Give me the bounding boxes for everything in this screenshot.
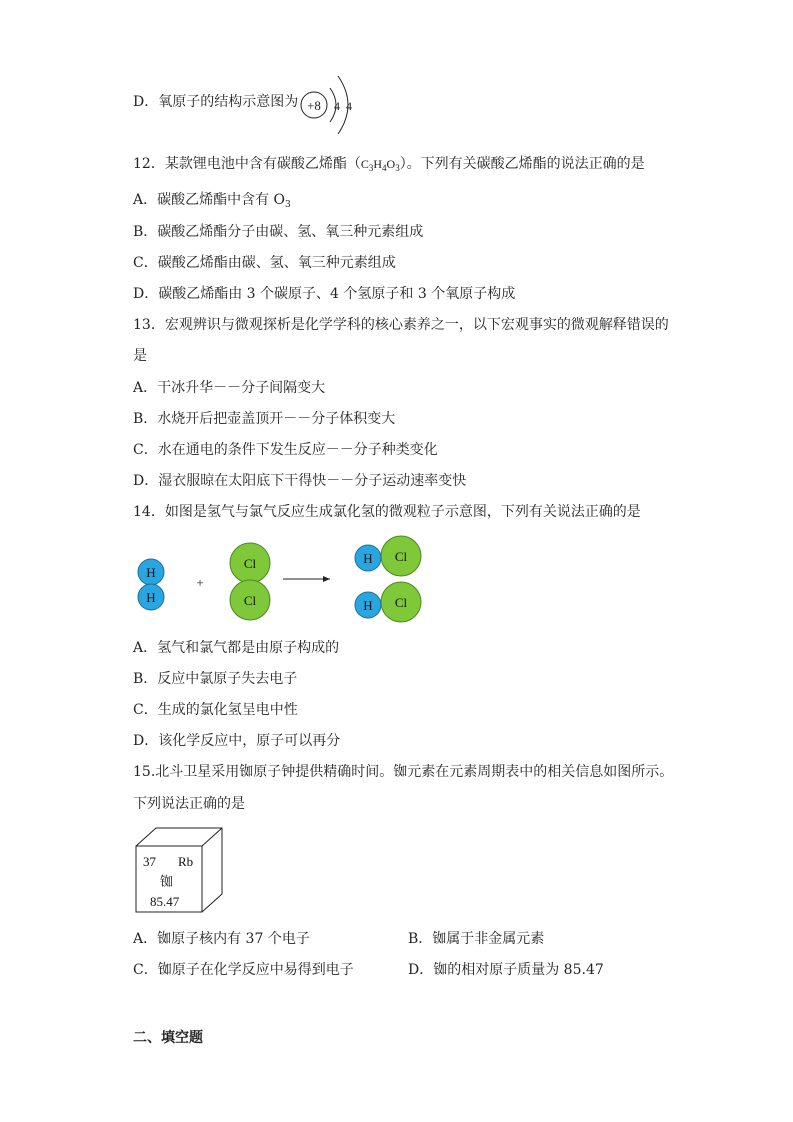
formula-h-count: 4 <box>382 163 387 173</box>
q11-option-d-text: D．氧原子的结构示意图为 <box>133 94 299 110</box>
chlorine-label: Cl <box>243 556 257 571</box>
plus-sign: + <box>196 575 204 590</box>
hydrogen-label: H <box>363 551 373 566</box>
formula-o: O <box>386 157 396 171</box>
q15-option-d: D．铷的相对原子质量为 85.47 <box>408 962 604 978</box>
q12-option-d: D．碳酸乙烯酯由 3 个碳原子、4 个氢原子和 3 个氧原子构成 <box>133 286 516 302</box>
q12-option-a-subscript: 3 <box>285 200 291 210</box>
q13-option-a: A．干冰升华－－分子间隔变大 <box>133 380 326 396</box>
q14-option-c: C．生成的氯化氢呈电中性 <box>133 702 298 718</box>
chlorine-label: Cl <box>394 549 408 564</box>
formula-c: C <box>360 157 369 171</box>
q13-option-b: B．水烧开后把壶盖顶开－－分子体积变大 <box>133 411 396 427</box>
atom-nucleus-charge: +8 <box>307 98 321 113</box>
q13-option-d: D．湿衣服晾在太阳底下干得快－－分子运动速率变快 <box>133 473 467 489</box>
q12-option-c: C．碳酸乙烯酯由碳、氢、氧三种元素组成 <box>133 255 396 271</box>
atomic-mass: 85.47 <box>150 894 180 909</box>
q14-option-a: A．氢气和氯气都是由原子构成的 <box>133 640 340 656</box>
hydrogen-label: H <box>146 565 156 580</box>
q12-stem-prefix: 12．某款锂电池中含有碳酸乙烯酯（ <box>133 156 361 172</box>
q12-option-b: B．碳酸乙烯酯分子由碳、氢、氧三种元素组成 <box>133 224 424 240</box>
q13-stem-line2: 是 <box>133 348 147 364</box>
rubidium-element-card <box>134 826 226 916</box>
chlorine-label: Cl <box>394 595 408 610</box>
section-heading: 二、填空题 <box>133 1030 203 1046</box>
q14-stem: 14．如图是氢气与氯气反应生成氯化氢的微观粒子示意图，下列有关说法正确的是 <box>133 504 641 520</box>
q12-option-a <box>133 190 291 215</box>
oxygen-atom-structure-diagram <box>298 70 358 144</box>
element-symbol: Rb <box>178 854 194 869</box>
hydrogen-label: H <box>146 590 156 605</box>
formula-o-count: 3 <box>395 163 400 173</box>
q15-option-b: B．铷属于非金属元素 <box>408 931 545 947</box>
hydrogen-label: H <box>363 598 373 613</box>
q12-stem-suffix: ）。下列有关碳酸乙烯酯的说法正确的是 <box>399 156 645 172</box>
q15-stem-line1: 15.北斗卫星采用铷原子钟提供精确时间。铷元素在元素周期表中的相关信息如图所示。 <box>133 764 674 780</box>
q15-stem-line2: 下列说法正确的是 <box>133 796 245 812</box>
chlorine-label: Cl <box>243 593 257 608</box>
q14-option-d: D．该化学反应中，原子可以再分 <box>133 733 341 749</box>
q12-stem <box>133 154 645 178</box>
arrow-head-icon <box>323 576 330 582</box>
q15-option-a: A．铷原子核内有 37 个电子 <box>133 931 310 947</box>
formula-c-count: 3 <box>368 163 374 173</box>
q11-option-d <box>133 92 298 112</box>
q13-option-c: C．水在通电的条件下发生反应－－分子种类变化 <box>133 442 438 458</box>
element-name: 铷 <box>160 874 174 889</box>
atomic-number: 37 <box>143 854 156 869</box>
atom-shell-2-electrons: 4 <box>346 99 352 113</box>
hcl-reaction-diagram <box>130 535 430 629</box>
atom-shell-1-electrons: 4 <box>334 99 340 113</box>
q13-stem-line1: 13．宏观辨识与微观探析是化学学科的核心素养之一，以下宏观事实的微观解释错误的 <box>133 317 669 333</box>
q15-option-c: C．铷原子在化学反应中易得到电子 <box>133 962 354 978</box>
formula-h: H <box>373 157 383 171</box>
q12-option-a-text: A．碳酸乙烯酯中含有 O <box>133 192 286 208</box>
q12-formula <box>361 157 400 171</box>
q14-option-b: B．反应中氯原子失去电子 <box>133 671 298 687</box>
